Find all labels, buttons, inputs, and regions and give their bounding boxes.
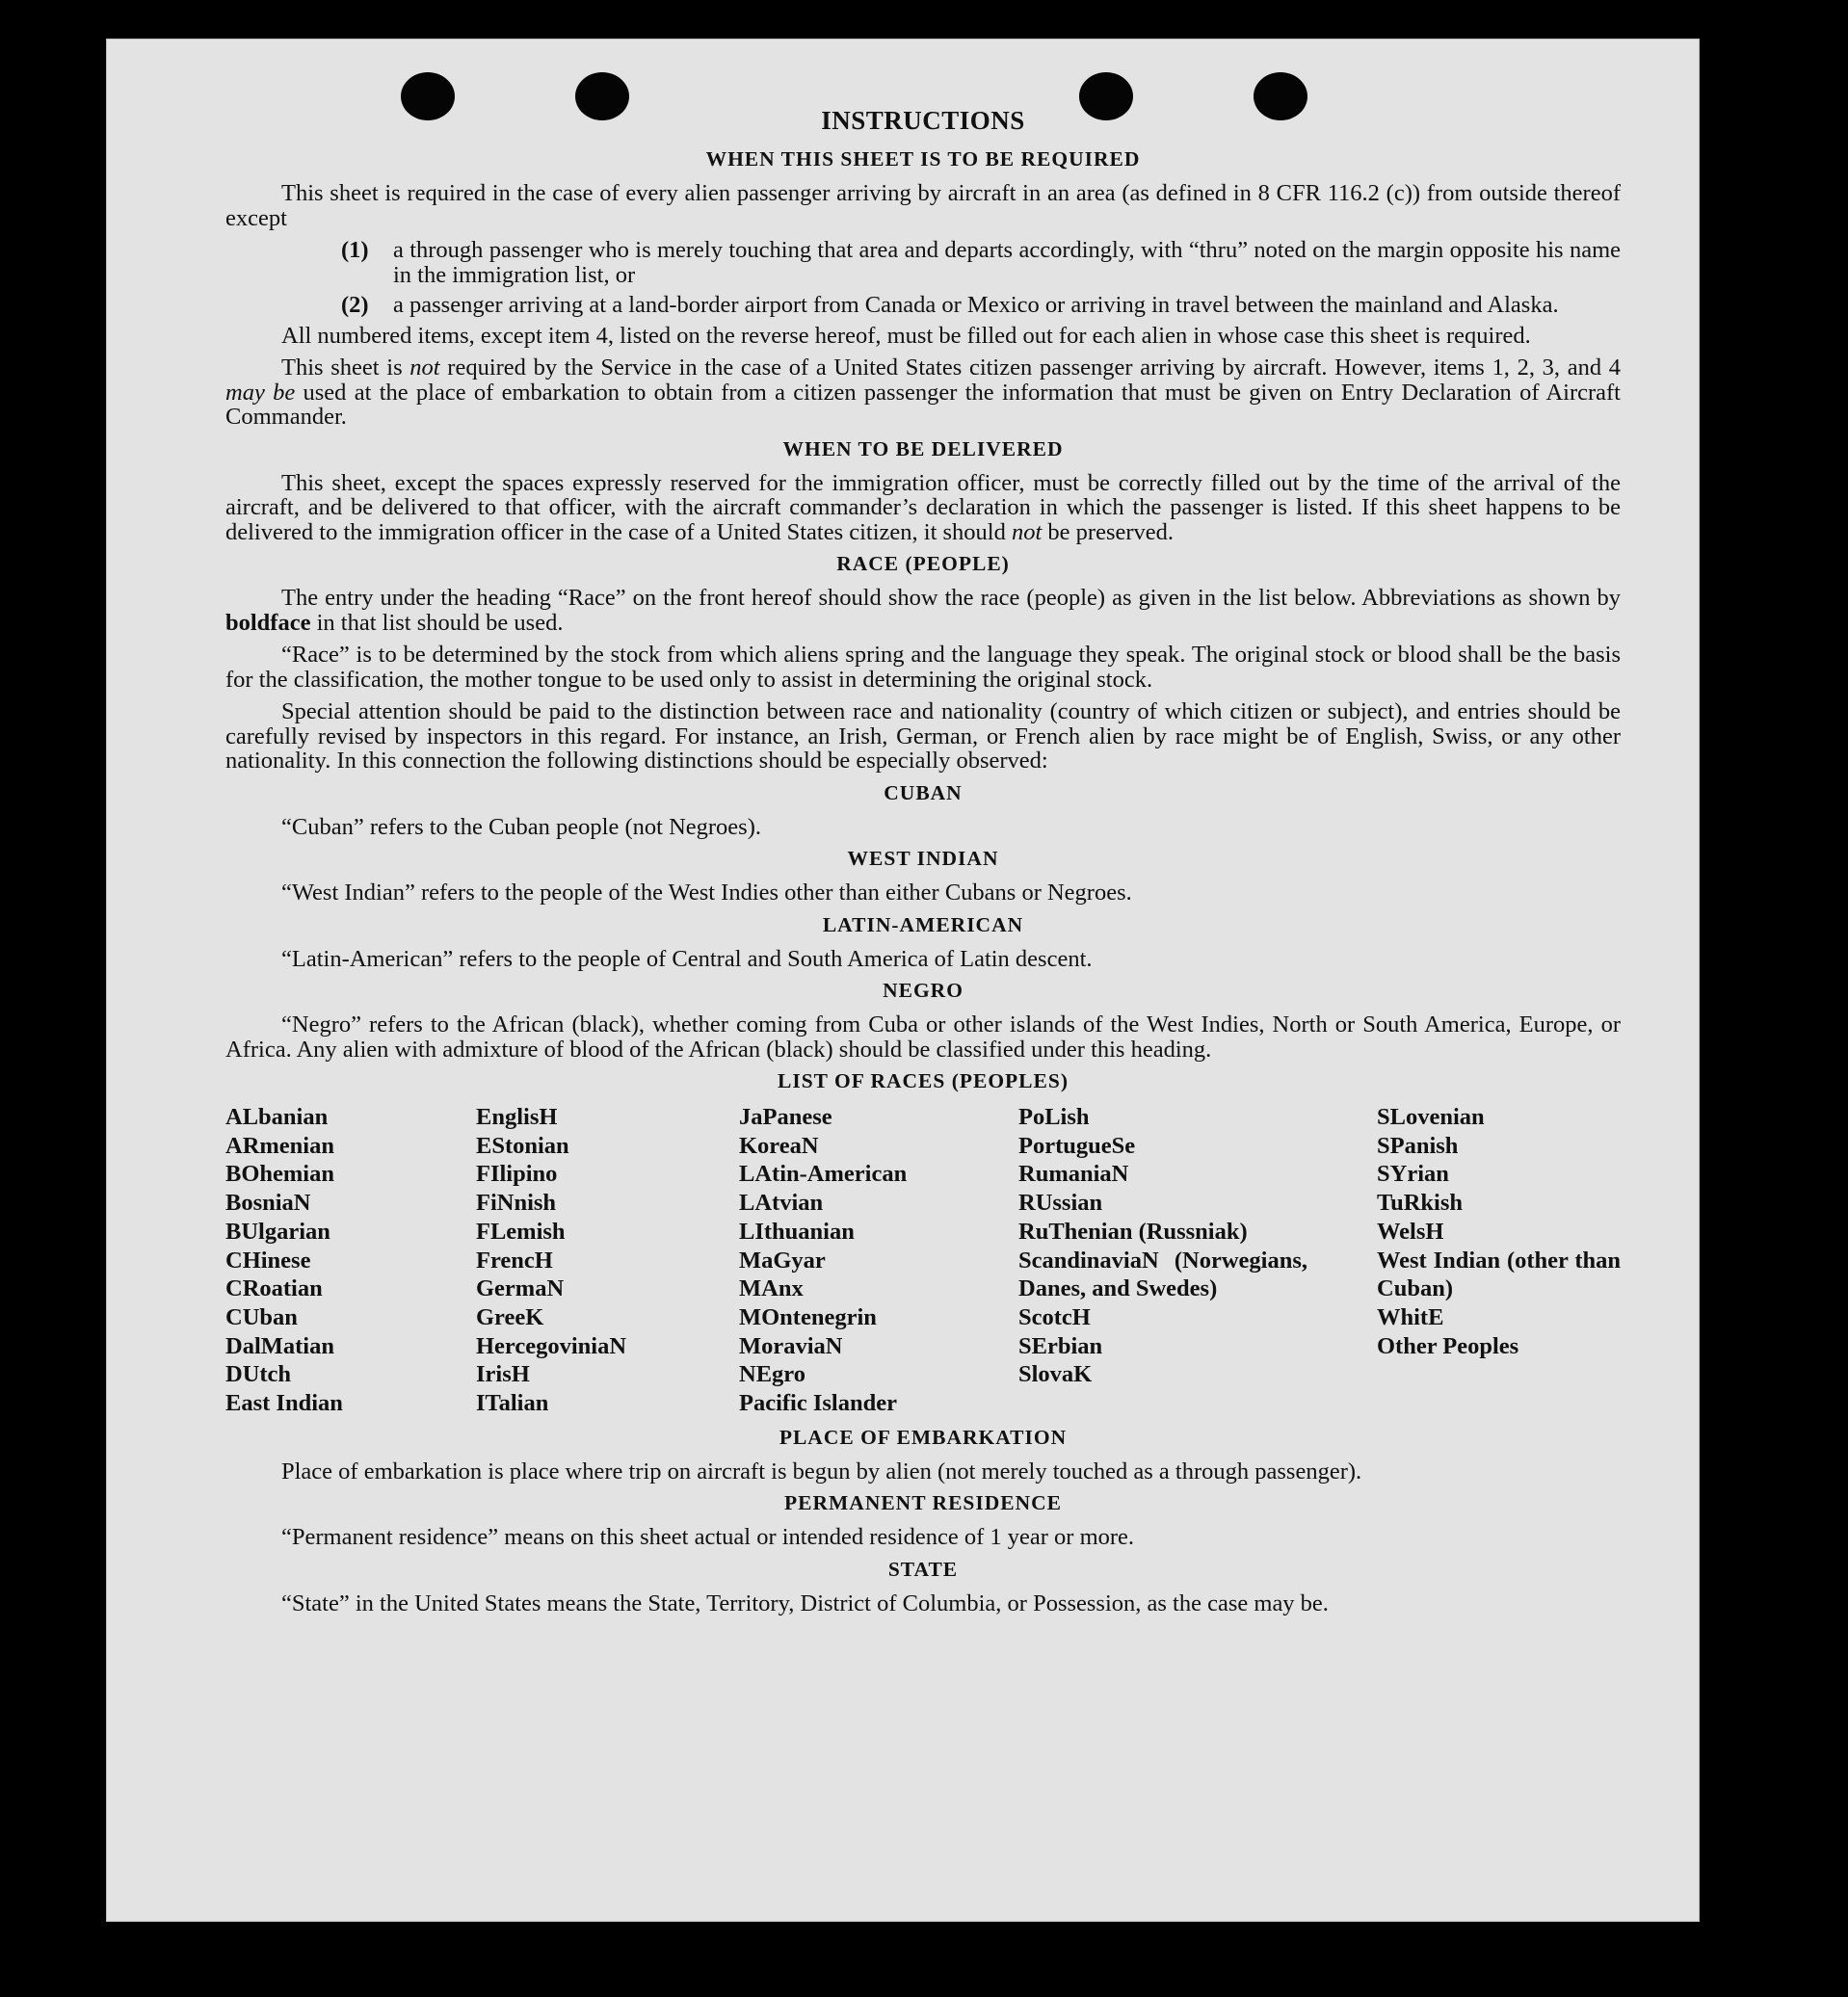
race-item: LAtin-American	[739, 1161, 908, 1188]
paragraph: This sheet is required in the case of every alien passenger arriving by aircraft in an area (as defined in 8 CFR 116.2 (c)) from outside thereof except	[225, 180, 1621, 231]
race-item: BosniaN	[225, 1190, 311, 1217]
race-column	[1018, 1103, 1307, 1418]
italic-text: not	[409, 355, 440, 381]
text-run: be preserved.	[1042, 518, 1175, 545]
race-item: FrencH	[476, 1247, 553, 1274]
section-heading: WEST INDIAN	[847, 847, 999, 870]
race-item: MoraviaN	[739, 1332, 843, 1359]
section-heading: LIST OF RACES (PEOPLES)	[778, 1069, 1069, 1092]
italic-text: may be	[225, 379, 296, 406]
paragraph: Place of embarkation is place where trip on aircraft is begun by alien (not merely touched as a through passenger).	[281, 1458, 1362, 1485]
race-item: SPanish	[1377, 1132, 1459, 1159]
race-item: FiNnish	[476, 1190, 557, 1217]
race-item: BOhemian	[225, 1161, 334, 1188]
race-item: PortugueSe	[1018, 1132, 1136, 1159]
race-item: MAnx	[739, 1275, 804, 1302]
race-item: ALbanian	[225, 1104, 329, 1130]
race-column	[225, 1103, 476, 1418]
race-item: BUlgarian	[225, 1218, 330, 1245]
text-run: required by the Service in the case of a United States citizen passenger arriving by aircraft. However, items 1, 2, 3, and 4	[439, 355, 1622, 381]
race-item: HercegoviniaN	[476, 1332, 627, 1359]
race-item: WelsH	[1377, 1218, 1444, 1245]
section-heading: STATE	[887, 1557, 959, 1581]
section-heading: RACE (PEOPLE)	[836, 552, 1010, 575]
paragraph: “Race” is to be determined by the stock from which aliens spring and the language they speak. The original stock or blood shall be the basis for the classification, the mother tongue to be used only to assist in determining the original stock.	[225, 642, 1621, 693]
race-item: GermaN	[476, 1275, 565, 1302]
section-heading: WHEN TO BE DELIVERED	[782, 436, 1064, 460]
race-item: RUssian	[1018, 1190, 1103, 1217]
race-item: EnglisH	[476, 1104, 558, 1130]
paragraph	[225, 586, 1621, 635]
paragraph	[225, 471, 1621, 545]
race-item: ITalian	[476, 1390, 549, 1417]
paragraph: “Negro” refers to the African (black), whether coming from Cuba or other islands of the West Indies, North or South America, Europe, or Africa. Any alien with admixture of blood of the African (black) should be classified under this heading.	[225, 1012, 1621, 1063]
section-heading: PLACE OF EMBARKATION	[779, 1425, 1068, 1449]
race-item: DalMatian	[225, 1332, 334, 1359]
race-column	[476, 1103, 739, 1418]
race-item: SErbian	[1018, 1332, 1103, 1359]
race-item: CHinese	[225, 1247, 311, 1274]
text-run: in that list should be used.	[310, 609, 564, 636]
race-item: DUtch	[225, 1361, 292, 1388]
bold-text: boldface	[225, 609, 311, 636]
text-run: This sheet is	[281, 355, 410, 381]
item-number: (1)	[341, 237, 369, 263]
italic-text: not	[1011, 518, 1043, 545]
page-title: INSTRUCTIONS	[821, 106, 1025, 135]
paragraph: Special attention should be paid to the distinction between race and nationality (country of which citizen or subject), and entries should be carefully revised by inspectors in this regard. For instance, an Irish, German, or French alien by race might be of English, Swiss, or any other nationality. In this connection the following distinctions should be especially observed:	[225, 698, 1621, 774]
item-text: a through passenger who is merely touching that area and departs accordingly, with “thru” noted on the margin opposite his name in the immigration list, or	[393, 237, 1621, 288]
paragraph: All numbered items, except item 4, listed on the reverse hereof, must be filled out for each alien in whose case this sheet is required.	[281, 322, 1531, 349]
race-item: RumaniaN	[1018, 1161, 1129, 1188]
race-column	[739, 1103, 1018, 1418]
paragraph: “Latin-American” refers to the people of Central and South America of Latin descent.	[281, 945, 1093, 972]
race-item: JaPanese	[739, 1104, 832, 1130]
paragraph	[225, 355, 1621, 430]
section-heading: LATIN-AMERICAN	[822, 912, 1024, 936]
race-item: MaGyar	[739, 1247, 826, 1274]
paragraph: “Permanent residence” means on this sheet actual or intended residence of 1 year or more.	[281, 1524, 1135, 1551]
race-item: RuThenian (Russniak)	[1018, 1218, 1248, 1245]
race-item: Other Peoples	[1377, 1332, 1519, 1359]
paragraph: “State” in the United States means the State, Territory, District of Columbia, or Possession, as the case may be.	[281, 1590, 1329, 1616]
race-item: CRoatian	[225, 1275, 323, 1302]
race-item: NEgro	[739, 1361, 805, 1388]
race-item: ScotcH	[1018, 1303, 1091, 1330]
race-item: TuRkish	[1377, 1190, 1464, 1217]
race-item: Pacific Islander	[739, 1390, 897, 1417]
section-heading: CUBAN	[884, 780, 963, 804]
document-sheet	[106, 39, 1700, 1922]
race-item: CUban	[225, 1303, 298, 1330]
race-item: MOntenegrin	[739, 1303, 877, 1330]
race-item: FIlipino	[476, 1161, 558, 1188]
item-number: (2)	[341, 292, 369, 318]
race-item: SlovaK	[1018, 1361, 1093, 1388]
section-heading: PERMANENT RESIDENCE	[784, 1491, 1062, 1515]
race-item: LAtvian	[739, 1190, 824, 1217]
exception-item	[341, 238, 1621, 287]
race-item: ARmenian	[225, 1132, 334, 1159]
race-item: WhitE	[1377, 1303, 1444, 1330]
race-item: IrisH	[476, 1361, 530, 1388]
race-item: EStonian	[476, 1132, 569, 1159]
race-item: LIthuanian	[739, 1218, 855, 1245]
race-item: SYrian	[1377, 1161, 1449, 1188]
text-run: used at the place of embarkation to obtain from a citizen passenger the information that must be given on Entry Declaration of Aircraft Commander.	[225, 379, 1621, 430]
paragraph: “Cuban” refers to the Cuban people (not Negroes).	[281, 813, 761, 840]
race-item: GreeK	[476, 1303, 544, 1330]
document-body	[225, 106, 1621, 1623]
text-run: This sheet, except the spaces expressly reserved for the immigration officer, must be correctly filled out by the time of the arrival of the aircraft, and be delivered to that officer, with the aircraft commander’s declaration in which the passenger is listed. If this sheet happens to be delivered to the immigration officer in the case of a United States citizen, it should	[225, 469, 1621, 545]
text-run: The entry under the heading “Race” on the front hereof should show the race (people) as given in the list below. Abbreviations as shown by	[281, 585, 1621, 611]
exception-item	[341, 293, 1621, 318]
race-list	[225, 1103, 1621, 1418]
paragraph: “West Indian” refers to the people of the West Indies other than either Cubans or Negroes.	[281, 880, 1132, 906]
race-item: PoLish	[1018, 1104, 1090, 1130]
race-item: SLovenian	[1377, 1104, 1485, 1130]
item-text: a passenger arriving at a land-border airport from Canada or Mexico or arriving in travel between the mainland and Alaska.	[393, 292, 1559, 318]
race-item: ScandinaviaN (Norwegians, Danes, and Swedes)	[1018, 1247, 1307, 1302]
race-column	[1377, 1103, 1621, 1418]
race-item: East Indian	[225, 1390, 343, 1417]
section-heading: NEGRO	[883, 979, 964, 1002]
race-item: FLemish	[476, 1218, 566, 1245]
section-heading: WHEN THIS SHEET IS TO BE REQUIRED	[705, 147, 1141, 171]
race-item: West Indian (other than Cuban)	[1377, 1247, 1621, 1302]
race-item: KoreaN	[739, 1132, 819, 1159]
